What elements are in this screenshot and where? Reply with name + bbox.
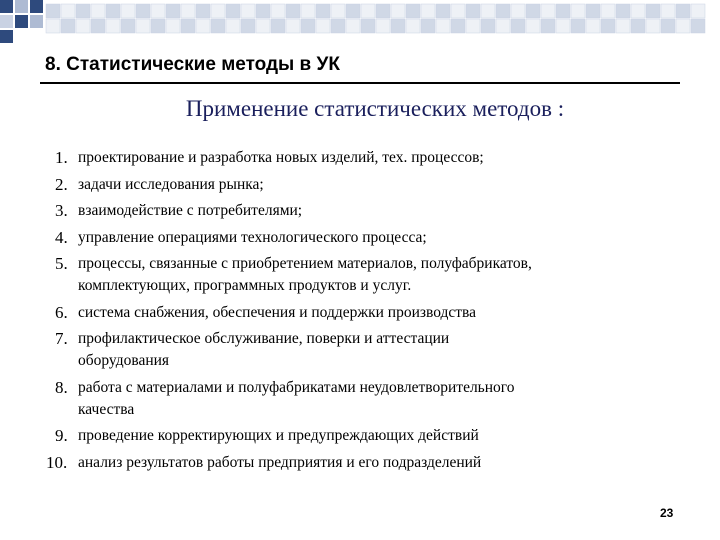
decor-checker-cell bbox=[136, 19, 150, 33]
list-item-number: 4. bbox=[55, 227, 68, 247]
list-item bbox=[46, 227, 706, 249]
list-item-text: комплектующих, программных продуктов и услуг. bbox=[78, 277, 412, 294]
list-item-text: управление операциями технологического процесса; bbox=[78, 228, 427, 246]
list-item-number: 8. bbox=[55, 377, 68, 397]
decor-checker-cell bbox=[106, 4, 120, 18]
list-item-text: взаимодействие с потребителями; bbox=[78, 202, 303, 219]
decor-checker-cell bbox=[166, 4, 180, 18]
decor-checker-cell bbox=[571, 4, 585, 18]
list-item-number: 9. bbox=[55, 426, 68, 445]
decor-checker-cell bbox=[586, 19, 600, 33]
decor-checker-cell bbox=[121, 4, 135, 18]
decor-checker-cell bbox=[151, 4, 165, 18]
list-item bbox=[46, 377, 706, 421]
list-item-text: процессы, связанные с приобретением материалов, полуфабрикатов, bbox=[78, 255, 532, 272]
decor-checker-cell bbox=[76, 19, 90, 33]
list-item-text: работа с материалами и полуфабрикатами неудовлетворительного bbox=[78, 378, 515, 396]
decor-checker-band bbox=[46, 4, 705, 33]
decor-checker-cell bbox=[541, 19, 555, 33]
decor-checker-cell bbox=[661, 4, 675, 18]
list-item-text: задачи исследования рынка; bbox=[78, 175, 264, 193]
decor-checker-cell bbox=[271, 19, 285, 33]
decor-checker-cell bbox=[691, 4, 705, 18]
decor-checker-cell bbox=[241, 19, 255, 33]
decor-checker-cell bbox=[391, 19, 405, 33]
decor-checker-cell bbox=[226, 4, 240, 18]
decor-checker-cell bbox=[151, 19, 165, 33]
decor-checker-cell bbox=[466, 19, 480, 33]
list-item-text: проведение корректирующих и предупреждающих действий bbox=[78, 427, 479, 444]
decor-checker-cell bbox=[511, 4, 525, 18]
decor-checker-cell bbox=[436, 4, 450, 18]
decor-checker-cell bbox=[46, 19, 60, 33]
decor-square-light bbox=[30, 15, 43, 28]
decor-checker-cell bbox=[391, 4, 405, 18]
decor-checker-cell bbox=[106, 19, 120, 33]
decor-checker-cell bbox=[451, 4, 465, 18]
decor-checker-cell bbox=[541, 4, 555, 18]
slide-subtitle: Применение статистических методов : bbox=[185, 96, 565, 121]
decor-checker-cell bbox=[601, 4, 615, 18]
decor-checker-cell bbox=[676, 19, 690, 33]
list-item bbox=[46, 425, 706, 447]
decor-checker-cell bbox=[211, 19, 225, 33]
decor-checker-cell bbox=[646, 4, 660, 18]
decor-checker-cell bbox=[76, 4, 90, 18]
list-item-number: 6. bbox=[55, 302, 68, 322]
decor-checker-cell bbox=[136, 4, 150, 18]
decor-checker-cell bbox=[571, 19, 585, 33]
decor-checker-cell bbox=[361, 19, 375, 33]
decor-checker-cell bbox=[286, 19, 300, 33]
decor-checker-cell bbox=[616, 19, 630, 33]
decor-checker-cell bbox=[601, 19, 615, 33]
decor-checker-cell bbox=[331, 4, 345, 18]
list-item-number: 2. bbox=[55, 174, 68, 194]
decor-checker-cell bbox=[316, 4, 330, 18]
list-item bbox=[46, 253, 706, 297]
list-item-number: 1. bbox=[55, 148, 68, 167]
decor-checker-cell bbox=[166, 19, 180, 33]
decor-checker-cell bbox=[496, 19, 510, 33]
decor-square-dark bbox=[15, 15, 28, 28]
decor-checker-cell bbox=[346, 19, 360, 33]
decor-checker-cell bbox=[421, 4, 435, 18]
list-item bbox=[46, 328, 706, 372]
list-item-text: профилактическое обслуживание, поверки и аттестации bbox=[78, 330, 450, 347]
page-number: 23 bbox=[660, 506, 674, 520]
decor-checker-cell bbox=[451, 19, 465, 33]
decor-checker-cell bbox=[196, 19, 210, 33]
header-decoration bbox=[0, 0, 720, 52]
title-rule bbox=[40, 82, 680, 84]
list-item bbox=[46, 302, 706, 324]
list-item bbox=[46, 200, 706, 222]
decor-checker-cell bbox=[61, 19, 75, 33]
decor-checker-cell bbox=[196, 4, 210, 18]
decor-checker-cell bbox=[226, 19, 240, 33]
decor-checker-cell bbox=[316, 19, 330, 33]
decor-checker-cell bbox=[526, 4, 540, 18]
decor-square-dark bbox=[30, 0, 43, 13]
decor-checker-cell bbox=[211, 4, 225, 18]
decor-checker-cell bbox=[691, 19, 705, 33]
decor-checker-cell bbox=[346, 4, 360, 18]
decor-checker-cell bbox=[406, 4, 420, 18]
decor-checker-cell bbox=[271, 4, 285, 18]
decor-checker-cell bbox=[496, 4, 510, 18]
decor-checker-cell bbox=[586, 4, 600, 18]
decor-checker-cell bbox=[661, 19, 675, 33]
decor-checker-cell bbox=[481, 19, 495, 33]
decor-checker-cell bbox=[421, 19, 435, 33]
list-item-number: 10. bbox=[46, 452, 68, 472]
list-item bbox=[46, 452, 706, 474]
decor-checker-cell bbox=[376, 19, 390, 33]
decor-checker-cell bbox=[631, 19, 645, 33]
decor-checker-cell bbox=[676, 4, 690, 18]
decor-checker-cell bbox=[406, 19, 420, 33]
list-item-text: проектирование и разработка новых изделий, тех. процессов; bbox=[78, 149, 484, 166]
list-item bbox=[46, 147, 706, 169]
list-item-number: 5. bbox=[55, 254, 68, 273]
list-item bbox=[46, 174, 706, 196]
decor-checker-cell bbox=[556, 19, 570, 33]
decor-square-light bbox=[0, 15, 13, 28]
list-item-number: 7. bbox=[55, 329, 68, 348]
decor-checker-cell bbox=[91, 4, 105, 18]
decor-checker-cell bbox=[646, 19, 660, 33]
decor-checker-cell bbox=[361, 4, 375, 18]
decor-checker-cell bbox=[556, 4, 570, 18]
decor-checker-cell bbox=[241, 4, 255, 18]
decor-checker-cell bbox=[631, 4, 645, 18]
decor-checker-cell bbox=[481, 4, 495, 18]
list-item-text: качества bbox=[78, 400, 135, 418]
decor-checker-cell bbox=[511, 19, 525, 33]
list-item-number: 3. bbox=[55, 201, 68, 220]
decor-checker-cell bbox=[286, 4, 300, 18]
decor-square-dark bbox=[0, 30, 13, 43]
methods-list bbox=[46, 147, 706, 478]
decor-checker-cell bbox=[46, 4, 60, 18]
decor-checker-cell bbox=[526, 19, 540, 33]
list-item-text: анализ результатов работы предприятия и его подразделений bbox=[78, 453, 482, 471]
decor-checker-cell bbox=[61, 4, 75, 18]
decor-checker-cell bbox=[616, 4, 630, 18]
decor-checker-cell bbox=[121, 19, 135, 33]
decor-checker-cell bbox=[376, 4, 390, 18]
list-item-text: оборудования bbox=[78, 352, 170, 369]
decor-checker-cell bbox=[436, 19, 450, 33]
decor-checker-cell bbox=[331, 19, 345, 33]
decor-square-light bbox=[15, 0, 28, 13]
decor-square-dark bbox=[0, 0, 13, 13]
slide-title: 8. Статистические методы в УК bbox=[45, 54, 340, 75]
list-item-text: система снабжения, обеспечения и поддержки производства bbox=[78, 303, 477, 321]
decor-checker-cell bbox=[256, 19, 270, 33]
decor-checker-cell bbox=[256, 4, 270, 18]
decor-checker-cell bbox=[466, 4, 480, 18]
decor-checker-cell bbox=[301, 19, 315, 33]
decor-checker-cell bbox=[181, 4, 195, 18]
decor-checker-cell bbox=[91, 19, 105, 33]
decor-checker-cell bbox=[181, 19, 195, 33]
decor-checker-cell bbox=[301, 4, 315, 18]
